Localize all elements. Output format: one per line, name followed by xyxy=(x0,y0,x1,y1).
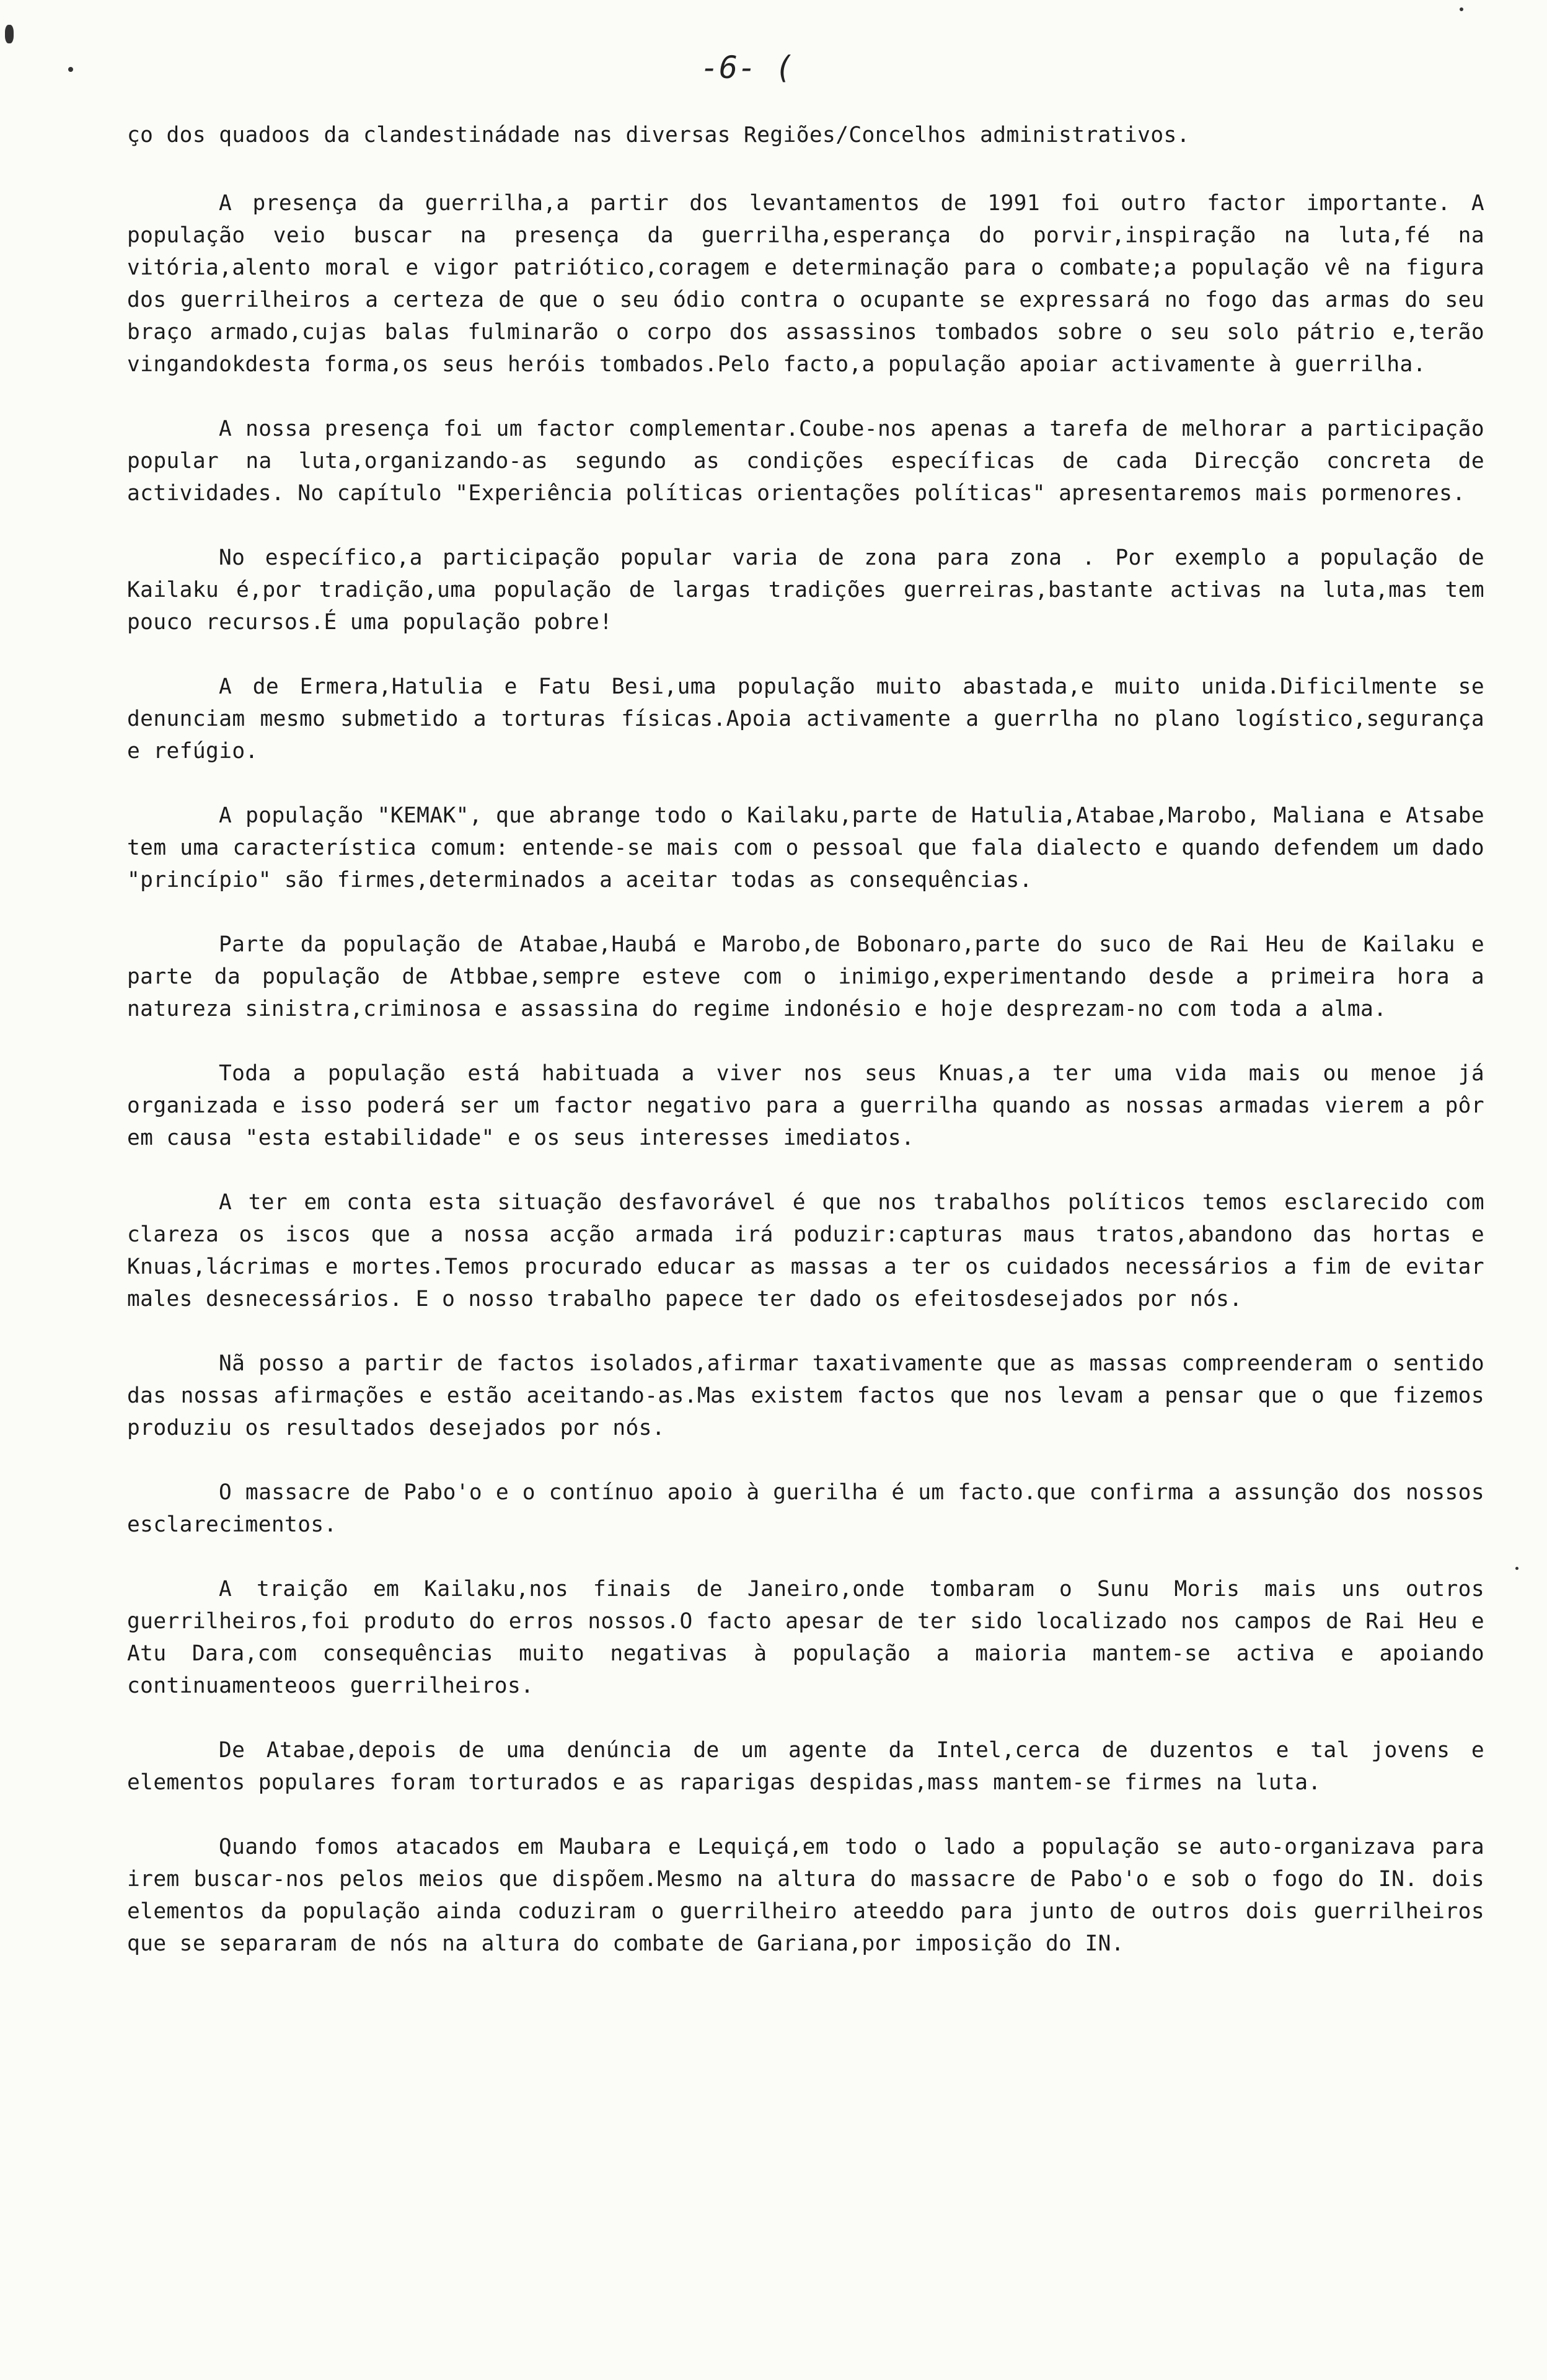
paragraph-kailaku: No específico,a participação popular varia de zona para zona . Por exemplo a população de Kailaku é,por tradição,uma população de largas tradições guerreiras,bastante activas na luta,mas tem pouco recursos.É uma população pobre! xyxy=(127,545,1484,635)
paragraph-kemak: A população "KEMAK", que abrange todo o Kailaku,parte de Hatulia,Atabae,Marobo, Maliana e Atsabe tem uma característica comum: entende-se mais com o pessoal que fala dialecto e quando defendem um dado "princípio" são firmes,determinados a aceitar todas as consequências. xyxy=(127,803,1484,892)
paragraph-atabae-denunciation: De Atabae,depois de uma denúncia de um agente da Intel,cerca de duzentos e tal jovens e elementos populares foram torturados e as raparigas despidas,mass mantem-se firmes na luta. xyxy=(127,1738,1484,1795)
paragraph-knuas: Toda a população está habituada a viver nos seus Knuas,a ter uma vida mais ou menoe já organizada e isso poderá ser um factor negativo para a guerrilha quando as nossas armadas vierem a pôr em causa "esta estabilidade" e os seus interesses imediatos. xyxy=(127,1061,1484,1150)
scan-speck xyxy=(1515,1567,1518,1570)
scan-speck xyxy=(68,67,73,72)
scan-speck xyxy=(5,25,14,43)
paragraph-maubara-attack: Quando fomos atacados em Maubara e Lequiçá,em todo o lado a população se auto-organizava para irem buscar-nos pelos meios que dispõem.Mesmo na altura do massacre de Pabo'o e sob o fogo do IN. dois elementos da população ainda coduziram o guerrilheiro ateeddo para junto de outros dois guerrilheiros que se separaram de nós na altura do combate de Gariana,por imposição do IN. xyxy=(127,1835,1484,1956)
paragraph-isolated-facts: Nã posso a partir de factos isolados,afirmar taxativamente que as massas compreenderam o sentido das nossas afirmações e estão aceitando-as.Mas existem factos que nos levam a pensar que o que fizemos produziu os resultados desejados por nós. xyxy=(127,1351,1484,1440)
paragraph-our-presence: A nossa presença foi um factor complementar.Coube-nos apenas a tarefa de melhorar a participação popular na luta,organizando-as segundo as condições específicas de cada Direcção concreta de actividades. No capítulo "Experiência políticas orientações políticas" apresentaremos mais pormenores. xyxy=(127,416,1484,506)
paragraph-atabae: Parte da população de Atabae,Haubá e Marobo,de Bobonaro,parte do suco de Rai Heu de Kailaku e parte da população de Atbbae,sempre esteve com o inimigo,experimentando desde a primeira hora a natureza sinistra,criminosa e assassina do regime indonésio e hoje desprezam-no com toda a alma. xyxy=(127,932,1484,1021)
document-body xyxy=(127,119,1484,1992)
paragraph-continuation: ço dos quadoos da clandestinádade nas diversas Regiões/Concelhos administrativos. xyxy=(127,123,1190,148)
scan-speck xyxy=(1460,7,1463,11)
paragraph-unfavourable-situation: A ter em conta esta situação desfavorável é que nos trabalhos políticos temos esclarecido com clareza os iscos que a nossa acção armada irá poduzir:capturas maus tratos,abandono das hortas e Knuas,lácrimas e mortes.Temos procurado educar as massas a ter os cuidados necessários a fim de evitar males desnecessários. E o nosso trabalho papece ter dado os efeitosdesejados por nós. xyxy=(127,1190,1484,1311)
paragraph-ermera: A de Ermera,Hatulia e Fatu Besi,uma população muito abastada,e muito unida.Dificilmente se denunciam mesmo submetido a torturas físicas.Apoia activamente a guerrlha no plano logístico,segurança e refúgio. xyxy=(127,674,1484,764)
page-number: -6- ( xyxy=(700,50,794,86)
paragraph-guerrilla-presence: A presença da guerrilha,a partir dos levantamentos de 1991 foi outro factor importante. A população veio buscar na presença da guerrilha,esperança do porvir,inspiração na luta,fé na vitória,alento moral e vigor patriótico,coragem e determinação para o combate;a população vê na figura dos guerrilheiros a certeza de que o seu ódio contra o ocupante se expressará no fogo das armas do seu braço armado,cujas balas fulminarão o corpo dos assassinos tombados sobre o seu solo pátrio e,terão vingandokdesta forma,os seus heróis tombados.Pelo facto,a população apoiar activamente à guerrilha. xyxy=(127,191,1484,377)
paragraph-pabo-massacre: O massacre de Pabo'o e o contínuo apoio à guerilha é um facto.que confirma a assunção dos nossos esclarecimentos. xyxy=(127,1480,1484,1537)
paragraph-kailaku-betrayal: A traição em Kailaku,nos finais de Janeiro,onde tombaram o Sunu Moris mais uns outros guerrilheiros,foi produto do erros nossos.O facto apesar de ter sido localizado nos campos de Rai Heu e Atu Dara,com consequências muito negativas à população a maioria mantem-se activa e apoiando continuamenteoos guerrilheiros. xyxy=(127,1577,1484,1698)
